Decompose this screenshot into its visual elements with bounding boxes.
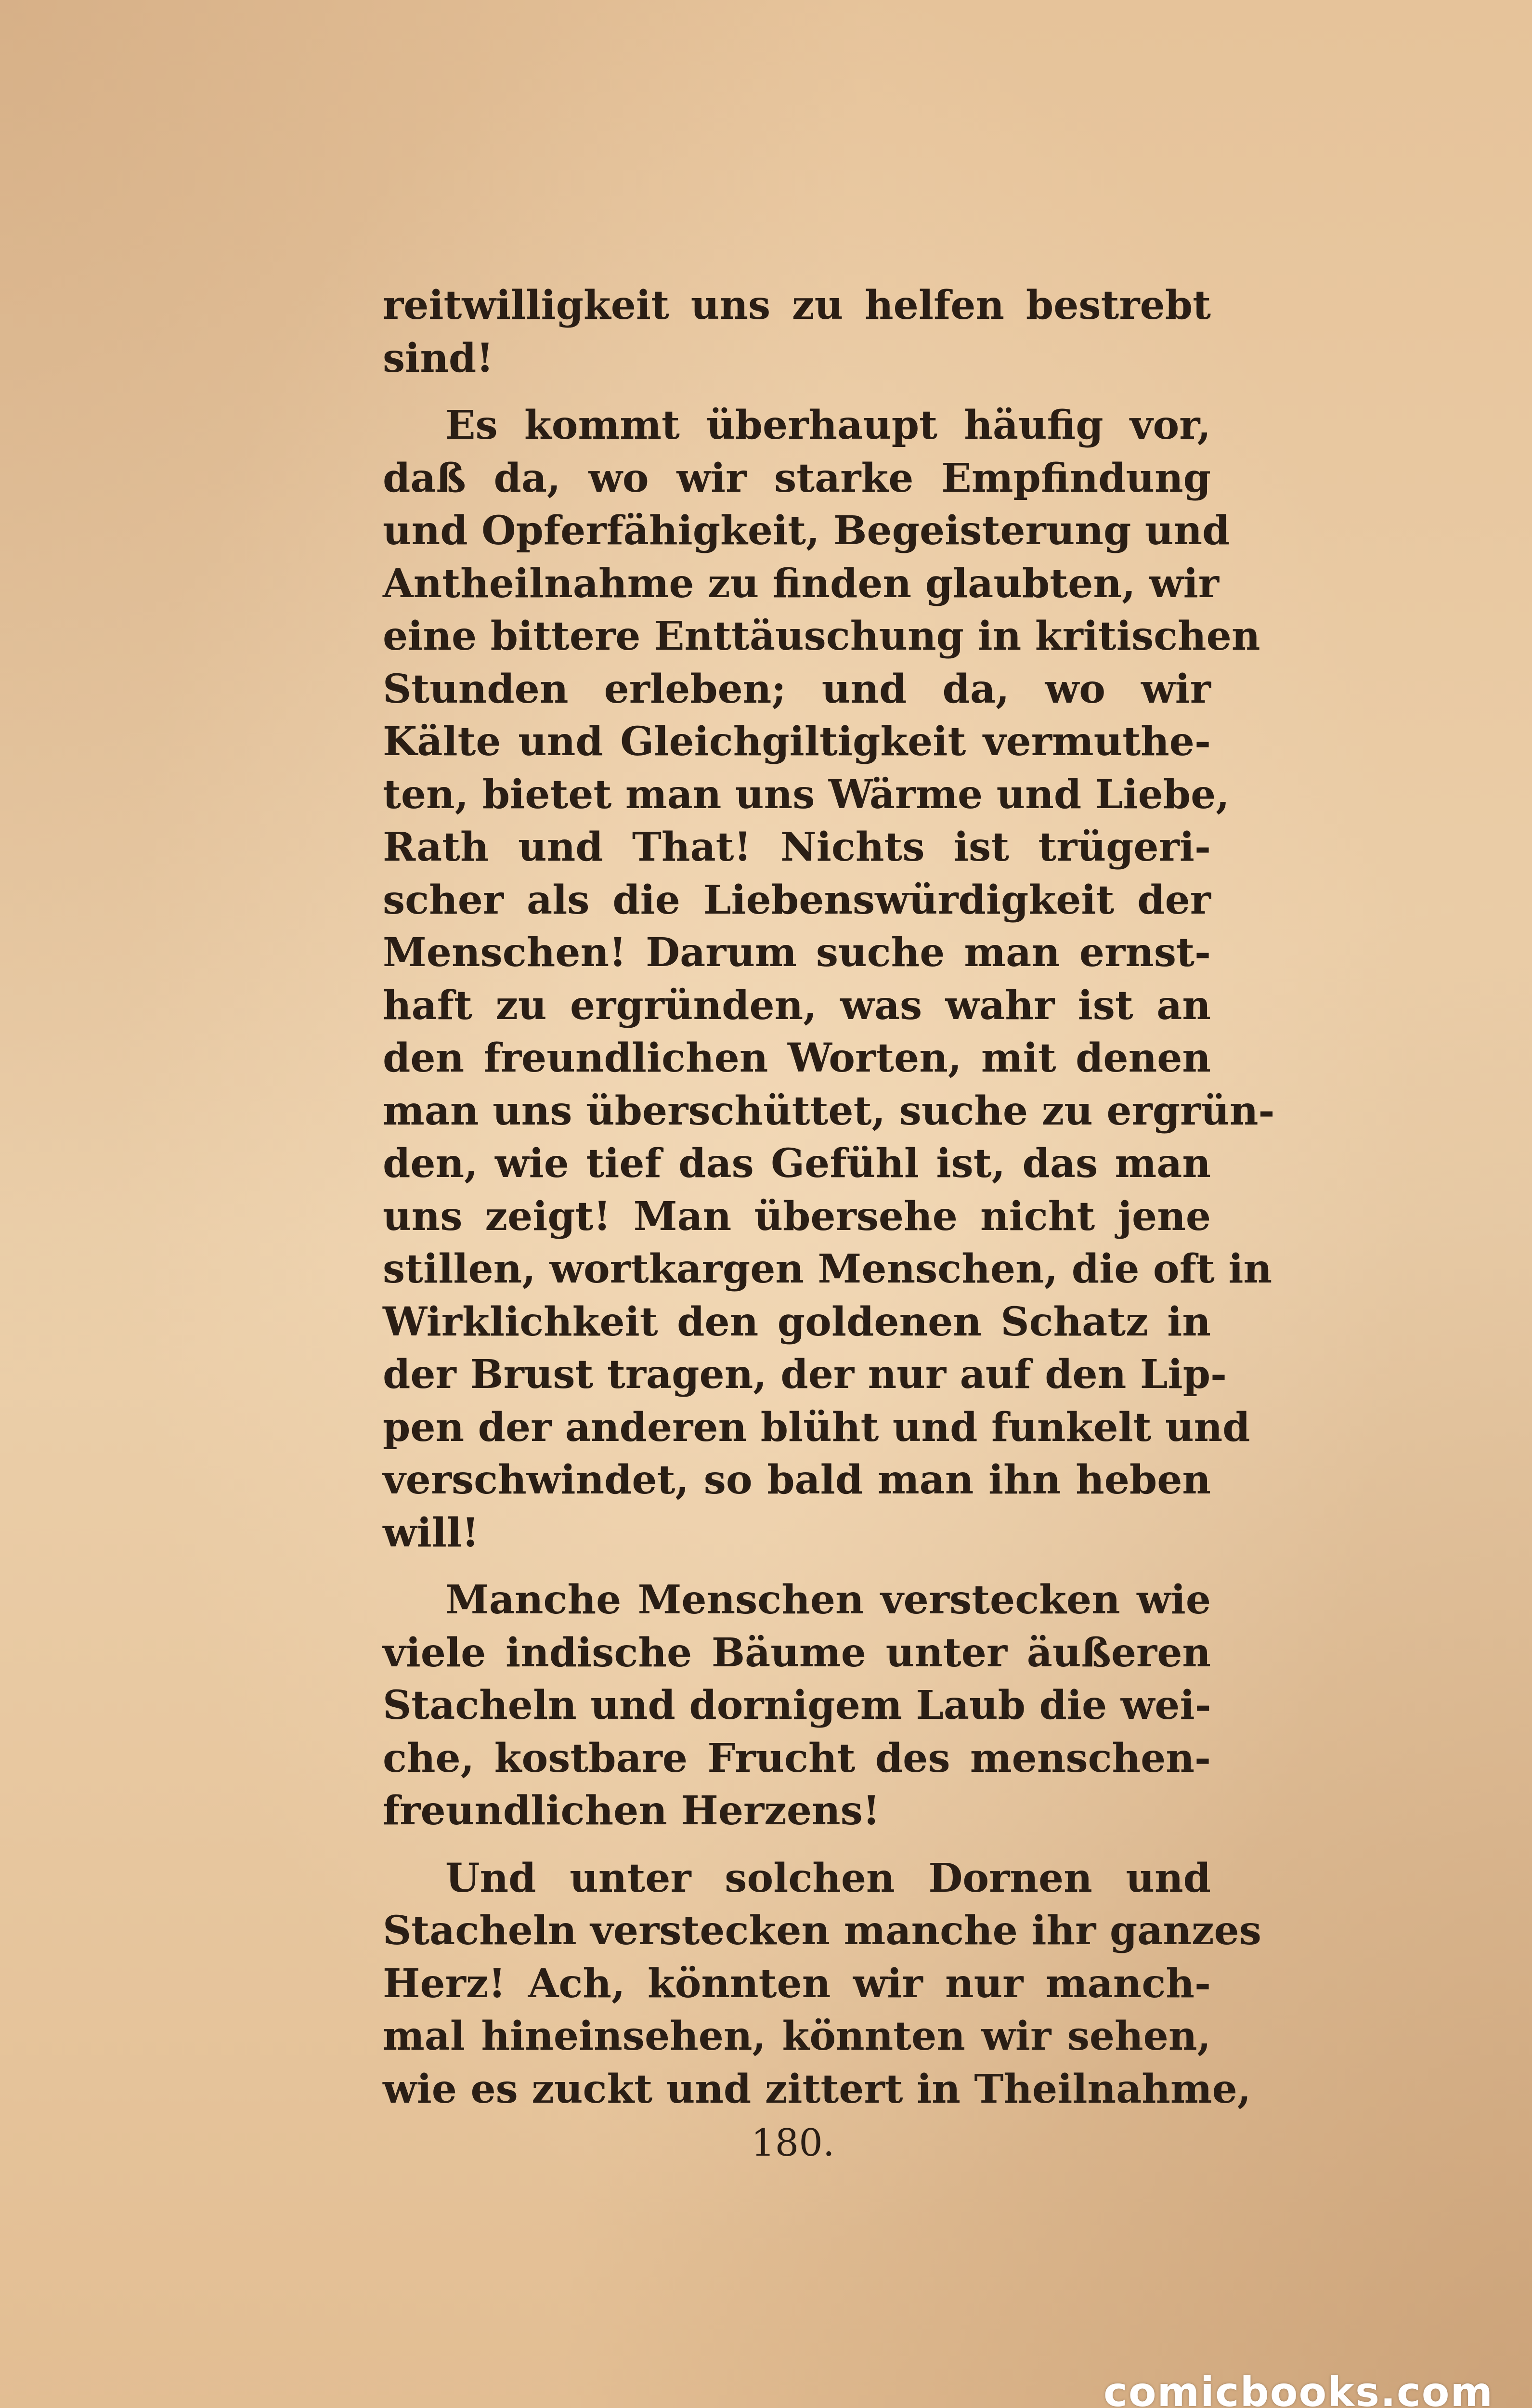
text-line: Menschen! Darum suche man ernst- [383, 929, 1211, 976]
text-line: mal hineinsehen, könnten wir sehen, [383, 2013, 1211, 2059]
text-line: daß da, wo wir starke Empfindung [383, 455, 1211, 501]
text-line: Wirklichkeit den goldenen Schatz in [383, 1298, 1211, 1345]
text-line: und Opferfähigkeit, Begeisterung und [383, 508, 1230, 554]
text-line: viele indische Bäume unter äußeren [383, 1629, 1211, 1676]
text-line: Herz! Ach, könnten wir nur manch- [383, 1960, 1211, 2007]
paragraph [383, 399, 1275, 1559]
text-line: den freundlichen Worten, mit denen [383, 1035, 1211, 1081]
paragraph [383, 1574, 1211, 1838]
text-line: den, wie tief das Gefühl ist, das man [383, 1140, 1211, 1187]
text-line: scher als die Liebenswürdigkeit der [383, 877, 1211, 923]
text-line: will! [383, 1509, 480, 1556]
text-line: stillen, wortkargen Menschen, die oft in [383, 1246, 1272, 1292]
text-line: Antheilnahme zu finden glaubten, wir [383, 560, 1219, 607]
text-line: freundlichen Herzens! [383, 1788, 880, 1834]
text-line: Stacheln und dornigem Laub die wei- [383, 1682, 1211, 1728]
watermark: comicbooks.com [1104, 2369, 1493, 2408]
text-line: reitwilligkeit uns zu helfen bestrebt [383, 282, 1211, 328]
text-line: eine bittere Enttäuschung in kritischen [383, 613, 1260, 659]
text-line: ten, bietet man uns Wärme und Liebe, [383, 771, 1230, 818]
page-number: 180. [751, 2121, 835, 2165]
text-line: uns zeigt! Man übersehe nicht jene [383, 1193, 1211, 1240]
text-line: der Brust tragen, der nur auf den Lip- [383, 1351, 1227, 1398]
text-line: Rath und That! Nichts ist trügeri- [383, 824, 1211, 870]
text-line: Stacheln verstecken manche ihr ganzes [383, 1908, 1261, 1954]
text-line: Und unter solchen Dornen und [445, 1855, 1211, 1901]
text-line: haft zu ergründen, was wahr ist an [383, 982, 1211, 1029]
text-line: Kälte und Gleichgiltigkeit vermuthe- [383, 719, 1211, 765]
text-line: sind! [383, 335, 494, 381]
text-line: pen der anderen blüht und funkelt und [383, 1404, 1250, 1451]
text-line: verschwindet, so bald man ihn heben [383, 1457, 1211, 1503]
paragraph [383, 1852, 1261, 2116]
text-line: che, kostbare Frucht des menschen- [383, 1735, 1211, 1781]
text-line: Manche Menschen verstecken wie [445, 1577, 1211, 1623]
text-line: wie es zuckt und zittert in Theilnahme, [383, 2066, 1251, 2112]
paragraph [383, 279, 1211, 385]
body-text [383, 279, 1275, 2116]
text-line: Stunden erleben; und da, wo wir [383, 666, 1211, 712]
text-line: Es kommt überhaupt häufig vor, [445, 402, 1211, 448]
text-line: man uns überschüttet, suche zu ergrün- [383, 1087, 1275, 1134]
